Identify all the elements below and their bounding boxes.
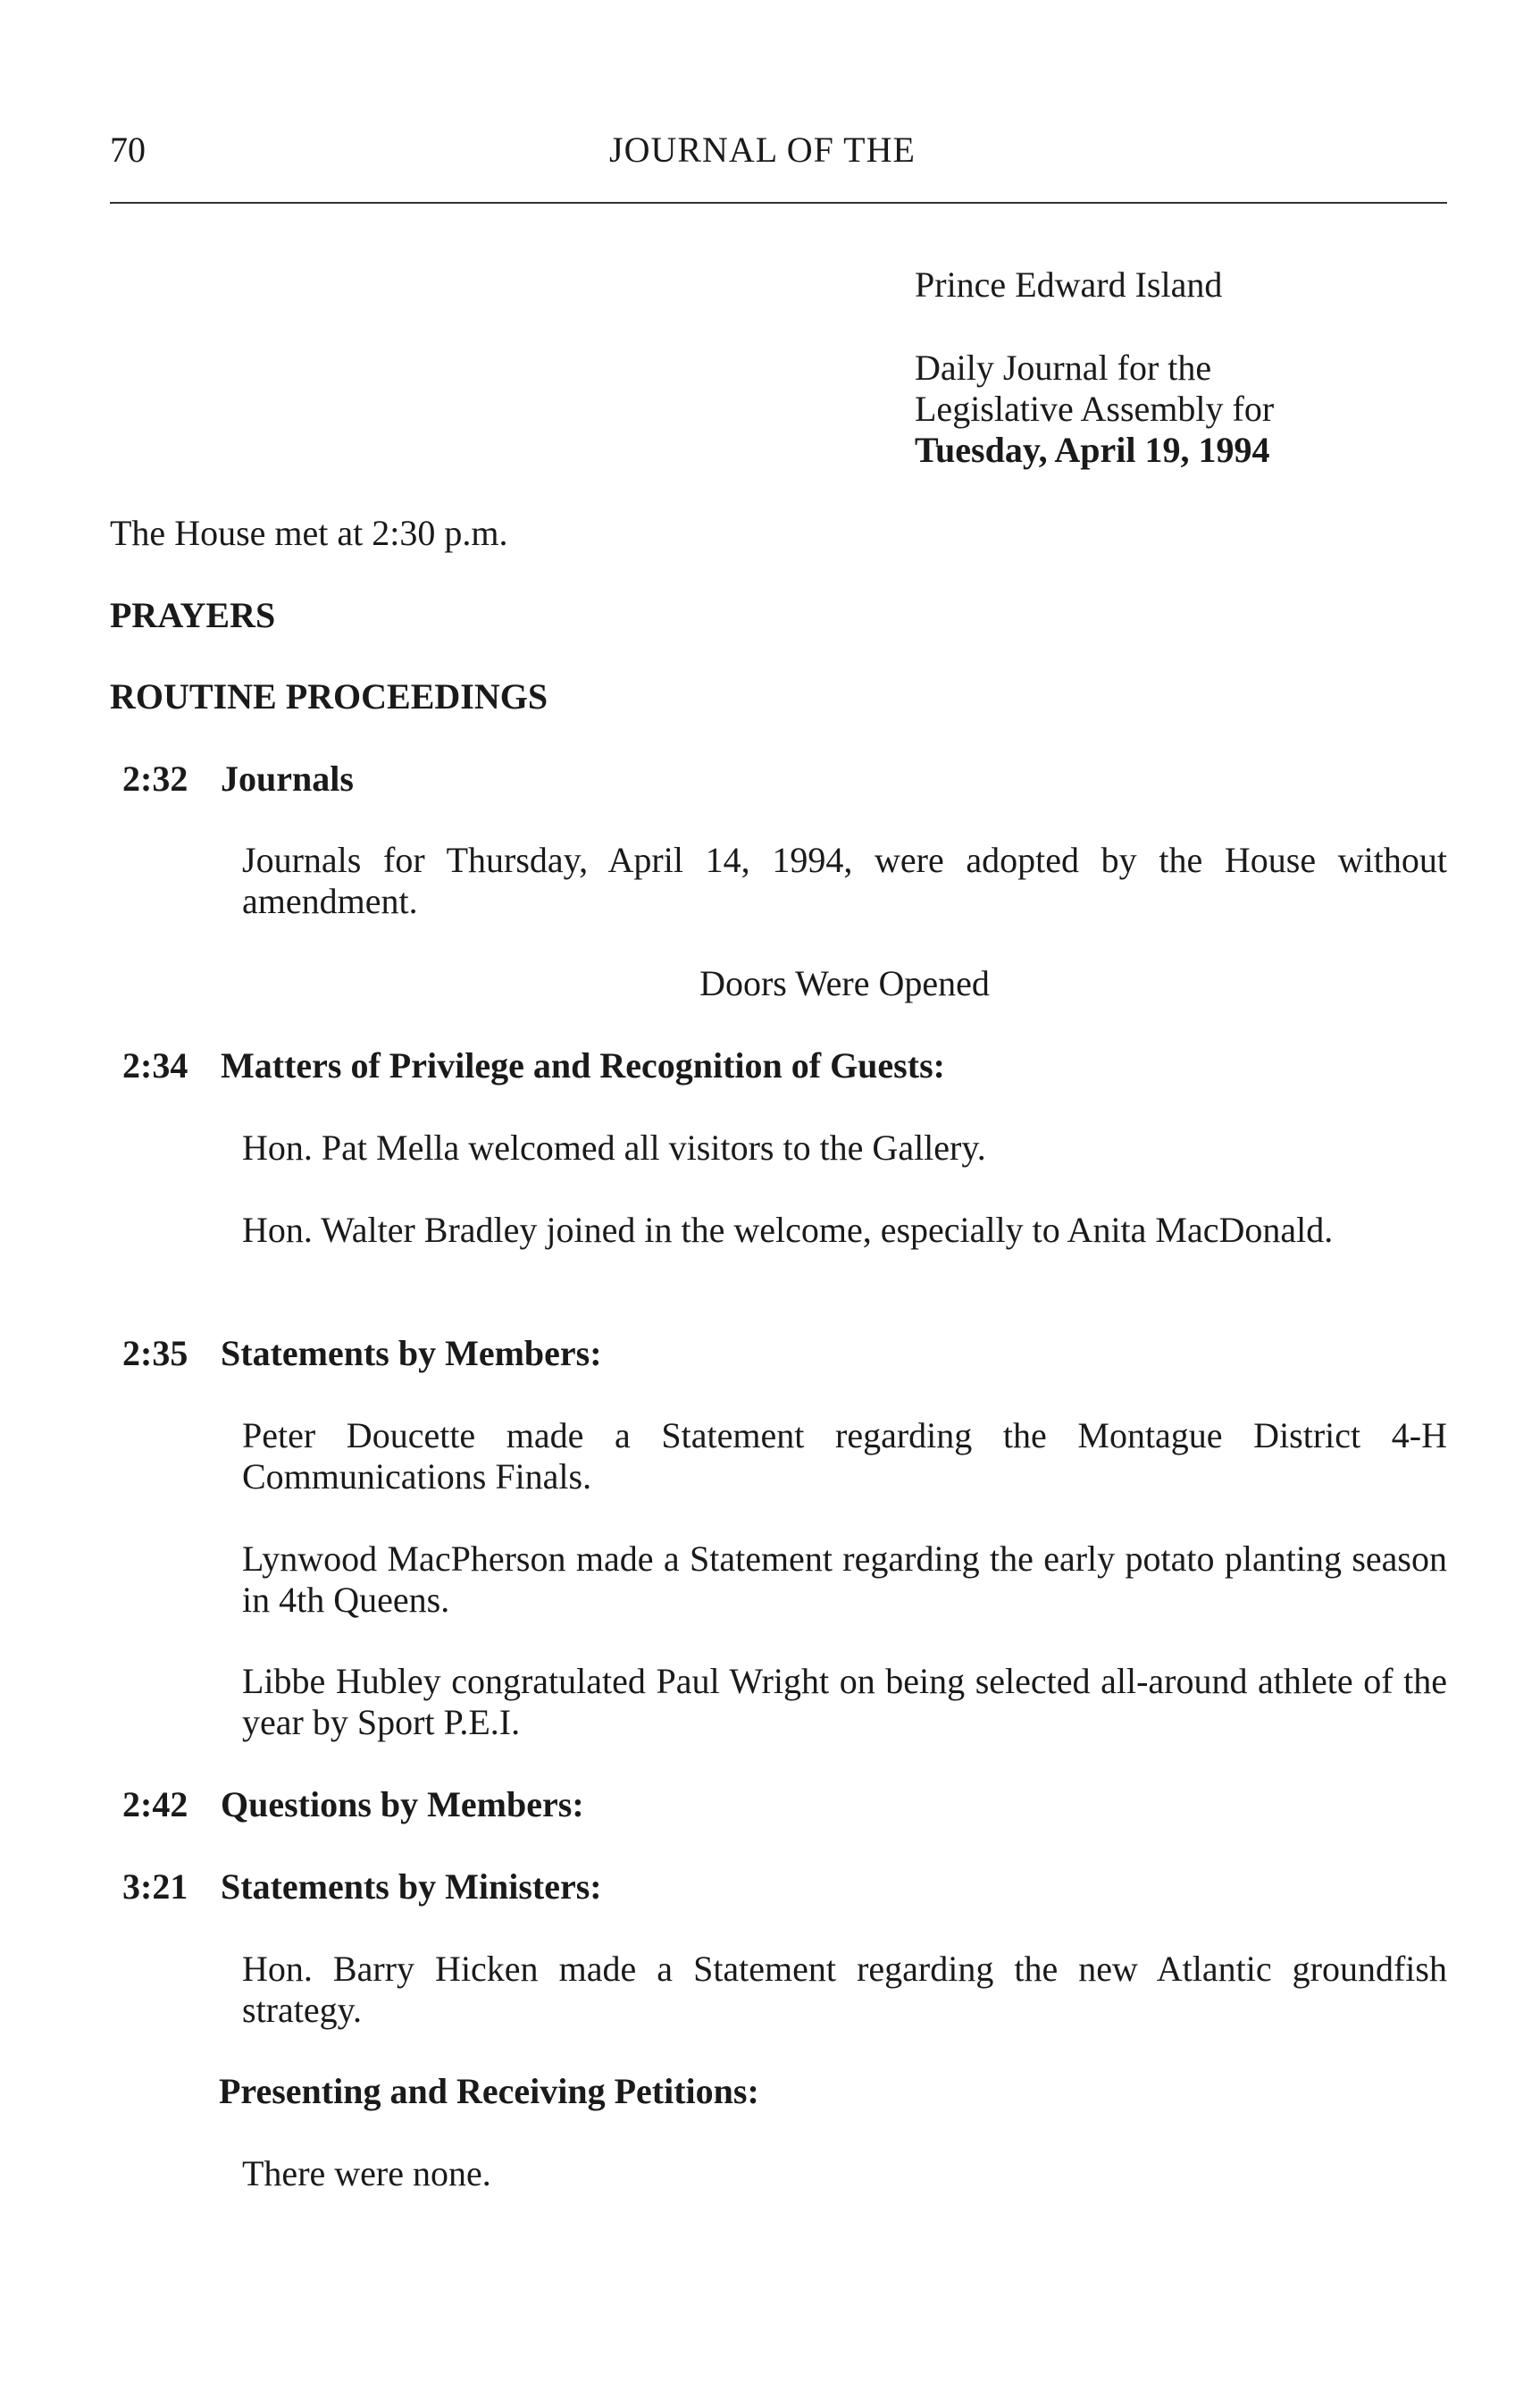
item-time: 2:35 <box>122 1333 188 1373</box>
item-heading: Presenting and Receiving Petitions: <box>219 2071 759 2111</box>
routine-heading: ROUTINE PROCEEDINGS <box>110 676 548 717</box>
item-heading: Statements by Members: <box>221 1333 602 1373</box>
masthead-line-2: Legislative Assembly for <box>915 389 1275 429</box>
item-paragraph: Libbe Hubley congratulated Paul Wright on being selected all-around athlete of the year by Sport P.E.I. <box>242 1661 1447 1742</box>
masthead <box>915 264 1274 471</box>
item-time: 2:32 <box>122 759 188 799</box>
masthead-date: Tuesday, April 19, 1994 <box>915 430 1270 470</box>
prayers-heading: PRAYERS <box>110 595 276 635</box>
item-time: 3:21 <box>122 1866 188 1907</box>
masthead-place: Prince Edward Island <box>915 264 1223 305</box>
opening-line: The House met at 2:30 p.m. <box>110 513 508 553</box>
item-paragraph: Journals for Thursday, April 14, 1994, were adopted by the House without amendment. <box>242 840 1447 921</box>
item-paragraph: There were none. <box>242 2153 491 2193</box>
doors-opened-note: Doors Were Opened <box>699 963 990 1003</box>
item-paragraph: Hon. Pat Mella welcomed all visitors to the Gallery. <box>242 1128 986 1168</box>
item-paragraph: Peter Doucette made a Statement regarding the Montague District 4-H Communications Finals. <box>242 1415 1447 1497</box>
item-heading: Questions by Members: <box>221 1784 584 1824</box>
masthead-line-1: Daily Journal for the <box>915 348 1212 388</box>
item-paragraph: Hon. Walter Bradley joined in the welcome, especially to Anita MacDonald. <box>242 1210 1334 1250</box>
header-rule <box>110 202 1447 204</box>
item-heading: Matters of Privilege and Recognition of Guests: <box>221 1045 945 1086</box>
item-heading: Statements by Ministers: <box>221 1866 602 1907</box>
item-time: 2:34 <box>122 1045 188 1086</box>
running-title: JOURNAL OF THE <box>609 130 916 170</box>
item-time: 2:42 <box>122 1784 188 1824</box>
page-number: 70 <box>110 130 146 170</box>
item-paragraph: Hon. Barry Hicken made a Statement regarding the new Atlantic groundfish strategy. <box>242 1949 1447 2030</box>
item-paragraph: Lynwood MacPherson made a Statement regarding the early potato planting season in 4th Queens. <box>242 1539 1447 1620</box>
item-heading: Journals <box>221 759 354 799</box>
